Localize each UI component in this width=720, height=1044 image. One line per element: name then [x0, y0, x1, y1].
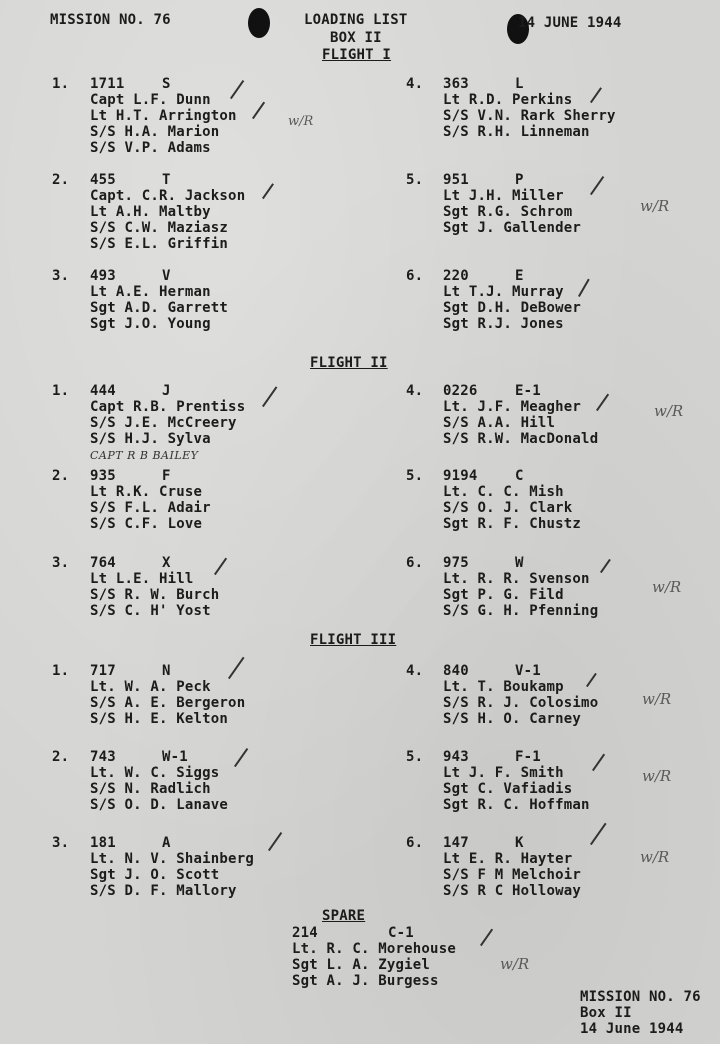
crew-member: S/S H.J. Sylva [90, 431, 211, 447]
crew-member: Capt R.B. Prentiss [90, 399, 246, 415]
crew-number: 4. [406, 383, 424, 399]
ship-letter: V [162, 268, 171, 284]
ship-number: 0226 [443, 383, 478, 399]
handwritten-note: w/R [642, 690, 672, 708]
crew-number: 3. [52, 555, 70, 571]
crew-member: S/S R C Holloway [443, 883, 582, 899]
crew-number: 1. [52, 383, 70, 399]
crew-member: Lt E. R. Hayter [443, 851, 573, 867]
ship-letter: C [515, 468, 524, 484]
ship-number: 363 [443, 76, 469, 92]
crew-number: 3. [52, 268, 70, 284]
crew-number: 2. [52, 749, 70, 765]
ship-number: 493 [90, 268, 116, 284]
handwritten-note: w/R [642, 767, 672, 785]
ship-letter: N [162, 663, 171, 679]
crew-member: Sgt D.H. DeBower [443, 300, 582, 316]
crew-member: S/S C.F. Love [90, 516, 203, 532]
crew-member: Sgt R.G. Schrom [443, 204, 573, 220]
ship-number: 935 [90, 468, 116, 484]
punch-hole-left [248, 8, 270, 38]
spare-member: Sgt A. J. Burgess [292, 973, 439, 989]
crew-member: Lt. W. C. Siggs [90, 765, 220, 781]
crew-member: S/S V.N. Rark Sherry [443, 108, 616, 124]
handwritten-name: CAPT R B BAILEY [90, 449, 199, 462]
crew-member: Lt. N. V. Shainberg [90, 851, 254, 867]
crew-member: Capt. C.R. Jackson [90, 188, 246, 204]
crew-member: Lt J.H. Miller [443, 188, 564, 204]
ship-letter: F [162, 468, 171, 484]
crew-number: 1. [52, 663, 70, 679]
ship-number: 220 [443, 268, 469, 284]
ship-letter: X [162, 555, 171, 571]
ship-letter: T [162, 172, 171, 188]
crew-member: Lt J. F. Smith [443, 765, 564, 781]
ship-letter: S [162, 76, 171, 92]
spare-ship: 214 [292, 925, 318, 941]
ship-letter: K [515, 835, 524, 851]
handwritten-note: w/R [640, 197, 670, 215]
crew-member: S/S E.L. Griffin [90, 236, 229, 252]
crew-number: 4. [406, 76, 424, 92]
ship-letter: W [515, 555, 524, 571]
ship-number: 455 [90, 172, 116, 188]
crew-number: 5. [406, 172, 424, 188]
crew-member: S/S G. H. Pfenning [443, 603, 599, 619]
crew-member: Capt L.F. Dunn [90, 92, 211, 108]
crew-member: S/S F M Melchoir [443, 867, 582, 883]
crew-member: S/S N. Radlich [90, 781, 211, 797]
crew-member: Lt R.K. Cruse [90, 484, 203, 500]
crew-member: Sgt J. Gallender [443, 220, 582, 236]
ship-letter: E [515, 268, 524, 284]
crew-member: Lt. J.F. Meagher [443, 399, 582, 415]
ship-number: 975 [443, 555, 469, 571]
ship-number: 181 [90, 835, 116, 851]
footer-mission: MISSION NO. 76 [580, 989, 701, 1005]
crew-member: Lt. W. A. Peck [90, 679, 211, 695]
spare-title: SPARE [322, 908, 366, 924]
crew-member: S/S R.H. Linneman [443, 124, 590, 140]
crew-member: S/S H. E. Kelton [90, 711, 229, 727]
ship-number: 840 [443, 663, 469, 679]
crew-member: Sgt J.O. Young [90, 316, 211, 332]
crew-number: 5. [406, 468, 424, 484]
crew-number: 6. [406, 555, 424, 571]
ship-number: 943 [443, 749, 469, 765]
crew-number: 1. [52, 76, 70, 92]
ship-number: 147 [443, 835, 469, 851]
crew-member: S/S C. H' Yost [90, 603, 211, 619]
handwritten-note: w/R [652, 578, 682, 596]
handwritten-note: w/R [500, 955, 530, 973]
crew-member: S/S F.L. Adair [90, 500, 211, 516]
spare-letter: C-1 [388, 925, 414, 941]
ship-letter: V-1 [515, 663, 541, 679]
crew-number: 6. [406, 268, 424, 284]
flight-title: FLIGHT I [322, 47, 392, 63]
crew-member: S/S R.W. MacDonald [443, 431, 599, 447]
crew-member: Sgt J. O. Scott [90, 867, 220, 883]
ship-letter: P [515, 172, 524, 188]
ship-number: 1711 [90, 76, 125, 92]
footer-box: Box II [580, 1005, 632, 1021]
crew-number: 4. [406, 663, 424, 679]
crew-member: S/S H.A. Marion [90, 124, 220, 140]
crew-member: S/S D. F. Mallory [90, 883, 237, 899]
crew-member: S/S O. J. Clark [443, 500, 573, 516]
crew-number: 5. [406, 749, 424, 765]
spare-member: Lt. R. C. Morehouse [292, 941, 456, 957]
crew-member: S/S R. J. Colosimo [443, 695, 599, 711]
crew-member: S/S J.E. McCreery [90, 415, 237, 431]
crew-member: S/S V.P. Adams [90, 140, 211, 156]
crew-member: Sgt R. F. Chustz [443, 516, 582, 532]
crew-member: Lt A.H. Maltby [90, 204, 211, 220]
crew-member: Lt R.D. Perkins [443, 92, 573, 108]
ship-letter: A [162, 835, 171, 851]
ship-number: 9194 [443, 468, 478, 484]
crew-member: Lt. C. C. Mish [443, 484, 564, 500]
handwritten-note: w/R [288, 114, 314, 129]
crew-member: Lt A.E. Herman [90, 284, 211, 300]
crew-member: Sgt C. Vafiadis [443, 781, 573, 797]
spare-member: Sgt L. A. Zygiel [292, 957, 431, 973]
crew-member: S/S A.A. Hill [443, 415, 556, 431]
ship-letter: E-1 [515, 383, 541, 399]
crew-member: S/S R. W. Burch [90, 587, 220, 603]
crew-member: S/S O. D. Lanave [90, 797, 229, 813]
crew-member: Lt. R. R. Svenson [443, 571, 590, 587]
crew-number: 2. [52, 172, 70, 188]
ship-letter: J [162, 383, 171, 399]
handwritten-note: w/R [640, 848, 670, 866]
crew-number: 6. [406, 835, 424, 851]
flight-title: FLIGHT II [310, 355, 388, 371]
header-date: 14 JUNE 1944 [518, 15, 622, 31]
header-box: BOX II [330, 30, 382, 46]
crew-member: Lt. T. Boukamp [443, 679, 564, 695]
ship-number: 444 [90, 383, 116, 399]
header-title: LOADING LIST [304, 12, 408, 28]
ship-letter: F-1 [515, 749, 541, 765]
ship-number: 717 [90, 663, 116, 679]
crew-member: Sgt A.D. Garrett [90, 300, 229, 316]
ship-letter: L [515, 76, 524, 92]
handwritten-note: w/R [654, 402, 684, 420]
header-mission: MISSION NO. 76 [50, 12, 171, 28]
crew-number: 3. [52, 835, 70, 851]
footer-date: 14 June 1944 [580, 1021, 684, 1037]
crew-member: S/S C.W. Maziasz [90, 220, 229, 236]
ship-number: 743 [90, 749, 116, 765]
crew-member: Lt H.T. Arrington [90, 108, 237, 124]
crew-member: Lt L.E. Hill [90, 571, 194, 587]
flight-title: FLIGHT III [310, 632, 397, 648]
crew-member: Sgt R. C. Hoffman [443, 797, 590, 813]
ship-number: 764 [90, 555, 116, 571]
ship-letter: W-1 [162, 749, 188, 765]
crew-member: Lt T.J. Murray [443, 284, 564, 300]
ship-number: 951 [443, 172, 469, 188]
crew-number: 2. [52, 468, 70, 484]
crew-member: S/S H. O. Carney [443, 711, 582, 727]
crew-member: Sgt R.J. Jones [443, 316, 564, 332]
crew-member: Sgt P. G. Fild [443, 587, 564, 603]
crew-member: S/S A. E. Bergeron [90, 695, 246, 711]
